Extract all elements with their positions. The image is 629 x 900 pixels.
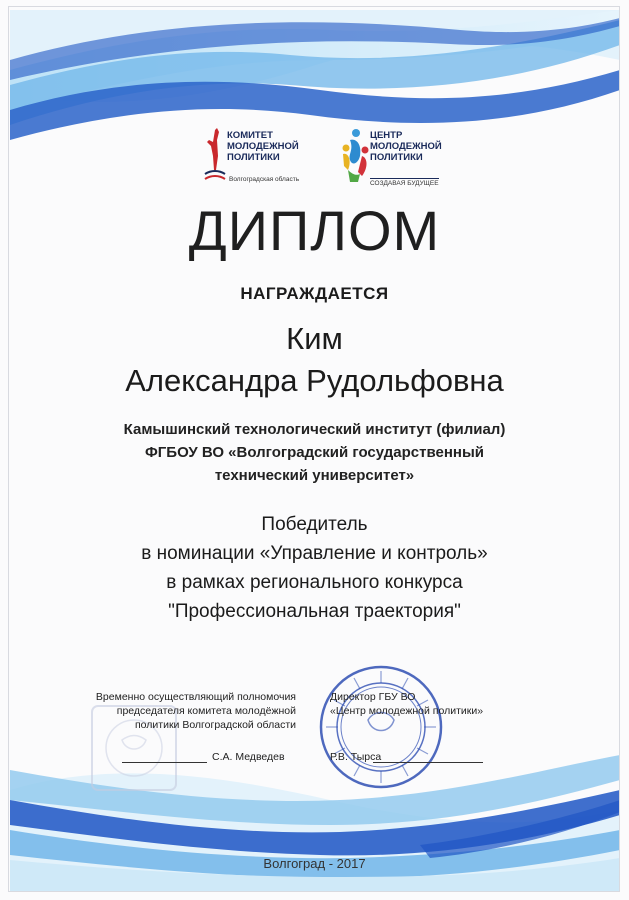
youth-committee-logo-subtitle: Волгоградская область <box>229 176 300 183</box>
organization-line: технический университет» <box>214 467 415 484</box>
recipient-surname: Ким <box>286 321 343 356</box>
position-line: «Центр молодежной политики» <box>330 705 484 717</box>
diploma-title: ДИПЛОМ <box>188 199 441 262</box>
award-line: в номинации «Управление и контроль» <box>141 543 488 564</box>
awarded-heading: НАГРАЖДАЕТСЯ <box>240 284 389 303</box>
recipient-given-names: Александра Рудольфовна <box>125 363 504 398</box>
youth-committee-logo <box>203 126 323 196</box>
position-line: председателя комитета молодёжной <box>116 705 296 717</box>
place-and-year: Волгоград - 2017 <box>263 856 366 871</box>
award-block <box>0 510 629 626</box>
youth-committee-logo-text: КОМИТЕТ МОЛОДЕЖНОЙ ПОЛИТИКИ <box>227 130 299 163</box>
right-signature-line <box>373 762 483 763</box>
youth-center-logo-subtitle: СОЗДАВАЯ БУДУЩЕЕ <box>370 180 439 187</box>
logos-row <box>0 126 629 196</box>
award-line: "Профессиональная траектория" <box>168 601 461 622</box>
recipient-name <box>0 318 629 402</box>
left-signatory-position <box>40 690 296 732</box>
left-signature-line <box>122 762 207 763</box>
organization-line: Камышинский технологический институт (филиал) <box>123 421 506 438</box>
award-line: Победитель <box>261 514 368 535</box>
youth-center-logo <box>340 126 460 196</box>
right-signatory-position <box>330 690 560 718</box>
position-line: политики Волгоградской области <box>134 719 296 731</box>
position-line: Временно осуществляющий полномочия <box>95 691 296 703</box>
position-line: Директор ГБУ ВО <box>330 691 416 703</box>
youth-center-logo-text: ЦЕНТР МОЛОДЕЖНОЙ ПОЛИТИКИ <box>370 130 442 163</box>
organization-line: ФГБОУ ВО «Волгоградский государственный <box>145 444 484 461</box>
award-line: в рамках регионального конкурса <box>166 572 463 593</box>
right-round-seal <box>316 662 446 792</box>
organization-block <box>0 418 629 487</box>
motherland-statue-icon <box>203 126 227 188</box>
people-figures-icon <box>340 126 370 188</box>
right-signatory-name: Р.В. Тырса <box>330 751 382 763</box>
left-signatory-name: С.А. Медведев <box>212 751 285 763</box>
